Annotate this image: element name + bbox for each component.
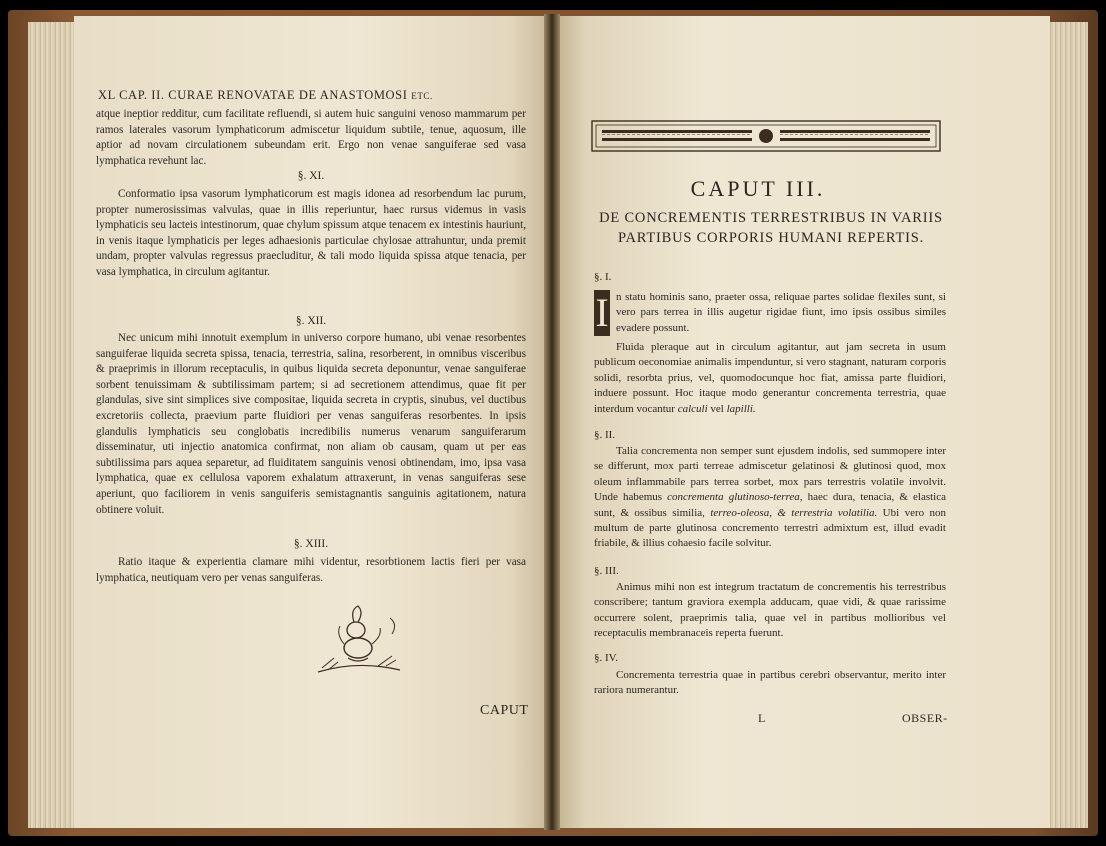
left-paragraph-1: atque ineptior redditur, cum facilitate refluendi, si autem huic sanguini venoso mammarum per ramos laterales vasorum lymphaticorum admiscetur liquidum subtile, tenue, aquosum, ille aptior ad novam circulationem subeundam erit. Ergo non venae sanguiferae sed vasa lymphatica revehunt lac.: [96, 108, 526, 167]
left-paragraph-2: Conformatio ipsa vasorum lymphaticorum est magis idonea ad resorbendum lac purum, propter numerosissimas valvulas, quae in illis reperiuntur, haec rursus videmus in vasis lymphaticis seu lacteis intestinorum, quae chylum spissum atque tenacem ex intestinis hauriunt, in venis itaque lymphaticis per leges adhaesionis particulae chylosae attrahuntur, unda premit undam, propter valvulas regressus praecluditur, & tali modo liquida spissa atque tenacia, per vasa lymphatica, in circulum agitantur.: [96, 188, 526, 278]
right-paragraph-3c: Ubi vero non multum de parte glutinosa concremento terrestri admixtum est, illud evadit friabile, & illius cohaesio facile solvitur.: [594, 506, 947, 550]
section-13: §. XIII.: [293, 538, 329, 550]
right-paragraph-3b: haec dura, tenacia, & elastica sunt, & ossibus similia,: [594, 491, 946, 519]
right-paragraph-1: n statu hominis sano, praeter ossa, reliquae partes solidae flexiles sunt, si vero pars terrea in illis augetur rigidae fiunt, imo ipsis ossibus similes evadere possunt.: [616, 291, 946, 334]
section-11: §. XI.: [297, 170, 325, 182]
right-paragraph-2: [594, 340, 946, 417]
section-12: §. XII.: [295, 315, 327, 327]
running-head: [98, 88, 528, 103]
italic-glutinoso-terrea: concrementa glutinoso-terrea,: [667, 491, 803, 504]
catchword-right: OBSER-: [902, 711, 948, 725]
right-section-3: §. III.: [594, 565, 619, 577]
tailpiece-ornament: [308, 600, 408, 680]
chapter-title: CAPUT III.: [690, 176, 826, 201]
right-paragraph-3a: Talia concrementa non semper sunt ejusdem indolis, sed summopere inter se differunt, mox parti terreae admiscetur gelatinosi & glutinosi quod, mox oleum inflammabile pars terrea sorbet, mox pars terrestris volatile involvit. Unde habemus: [594, 445, 946, 504]
italic-calculi: calculi: [677, 402, 708, 415]
headpiece-ornament: [590, 117, 942, 155]
italic-terreo-oleosa: terreo-oleosa, & terrestria volatilia.: [710, 506, 878, 519]
running-head-text: XL CAP. II. CURAE RENOVATAE DE ANASTOMOSI: [98, 88, 408, 102]
left-paragraph-4: Ratio itaque & experientia clamare mihi videntur, resorbtionem lactis fieri per vasa lymphatica, neutiquam vero per venas sanguiferas.: [96, 556, 526, 584]
drop-capital: I: [595, 290, 609, 335]
page-edges-right: [1048, 22, 1088, 828]
right-paragraph-2-text: Fluida pleraque aut in circulum agitantur, aut jam secreta in usum publicum oeconomiae animalis impenduntur, si vero stagnant, naturam corporis solidi, resorbta prius, vel, quomodocunque hoc fiat, amissa parte fluidiori, induere possunt. Hoc itaque modo generantur concrementa terrestria, quae interdum vocantur: [594, 341, 946, 415]
italic-lapilli: lapilli.: [726, 402, 756, 415]
running-head-etc: ETC.: [411, 91, 433, 101]
right-section-2: §. II.: [594, 429, 616, 441]
right-paragraph-2-mid: vel: [710, 402, 724, 415]
book-spine: [544, 14, 560, 830]
catchword-left: CAPUT: [480, 703, 529, 718]
left-paragraph-3: Nec unicum mihi innotuit exemplum in universo corpore humano, ubi venae resorbentes sanguiferae liquida secreta spissa, tenacia, terrestria, salina, resorberent, in omnibus visceribus & praeprimis in illorum receptaculis, in quibus liquida secreta deponuntur, venae sanguiferae sorbent tenuissimam & subtilissimam partem; si ad secretionem attendimus, quae fit per glandulas, sive sint simplices sive compositae, liquida secreta in cryptis, sinubus, vel ductibus excretoriis collecta, praevium parte fluidiori per venas sanguiferas resorbentes. In ipsis glandulis lymphaticis seu conglobatis incredibilis numerus venarum sanguiferarum disseminatur, uti injectio anatomica confirmat, non aliam ob causam, quam ut per eas subtilissima pars aquea separetur, ad fluiditatem sanguinis venosi obtinendam, imo, ipsa vasa lymphatica, quae ex cellulosa vaporem exhalatum attraxerunt, in venas sanguiferas sese aperiunt, quo faciliorem in venis sanguiferis semistagnantis sanguinis agitationem, natura obtinere voluit.: [96, 332, 526, 516]
right-section-1: §. I.: [594, 271, 612, 283]
signature-mark: L: [758, 711, 766, 725]
right-section-4: §. IV.: [594, 652, 618, 664]
page-edges-left: [28, 22, 78, 828]
chapter-subtitle: DE CONCREMENTIS TERRESTRIBUS IN VARIIS PARTIBUS CORPORIS HUMANI REPERTIS.: [599, 210, 943, 246]
right-paragraph-3: [594, 444, 946, 552]
right-paragraph-5: Concrementa terrestria quae in partibus cerebri observantur, merito inter rariora numerantur.: [594, 669, 946, 697]
right-paragraph-4: Animus mihi non est integrum tractatum de concrementis his terrestribus conscribere; tantum graviora exempla adducam, quae vidi, & quae rarissime occurrere solent, praeprimis talia, quae vel in partibus mollioribus vel receptaculis membranaceis reperta fuerunt.: [594, 581, 946, 640]
